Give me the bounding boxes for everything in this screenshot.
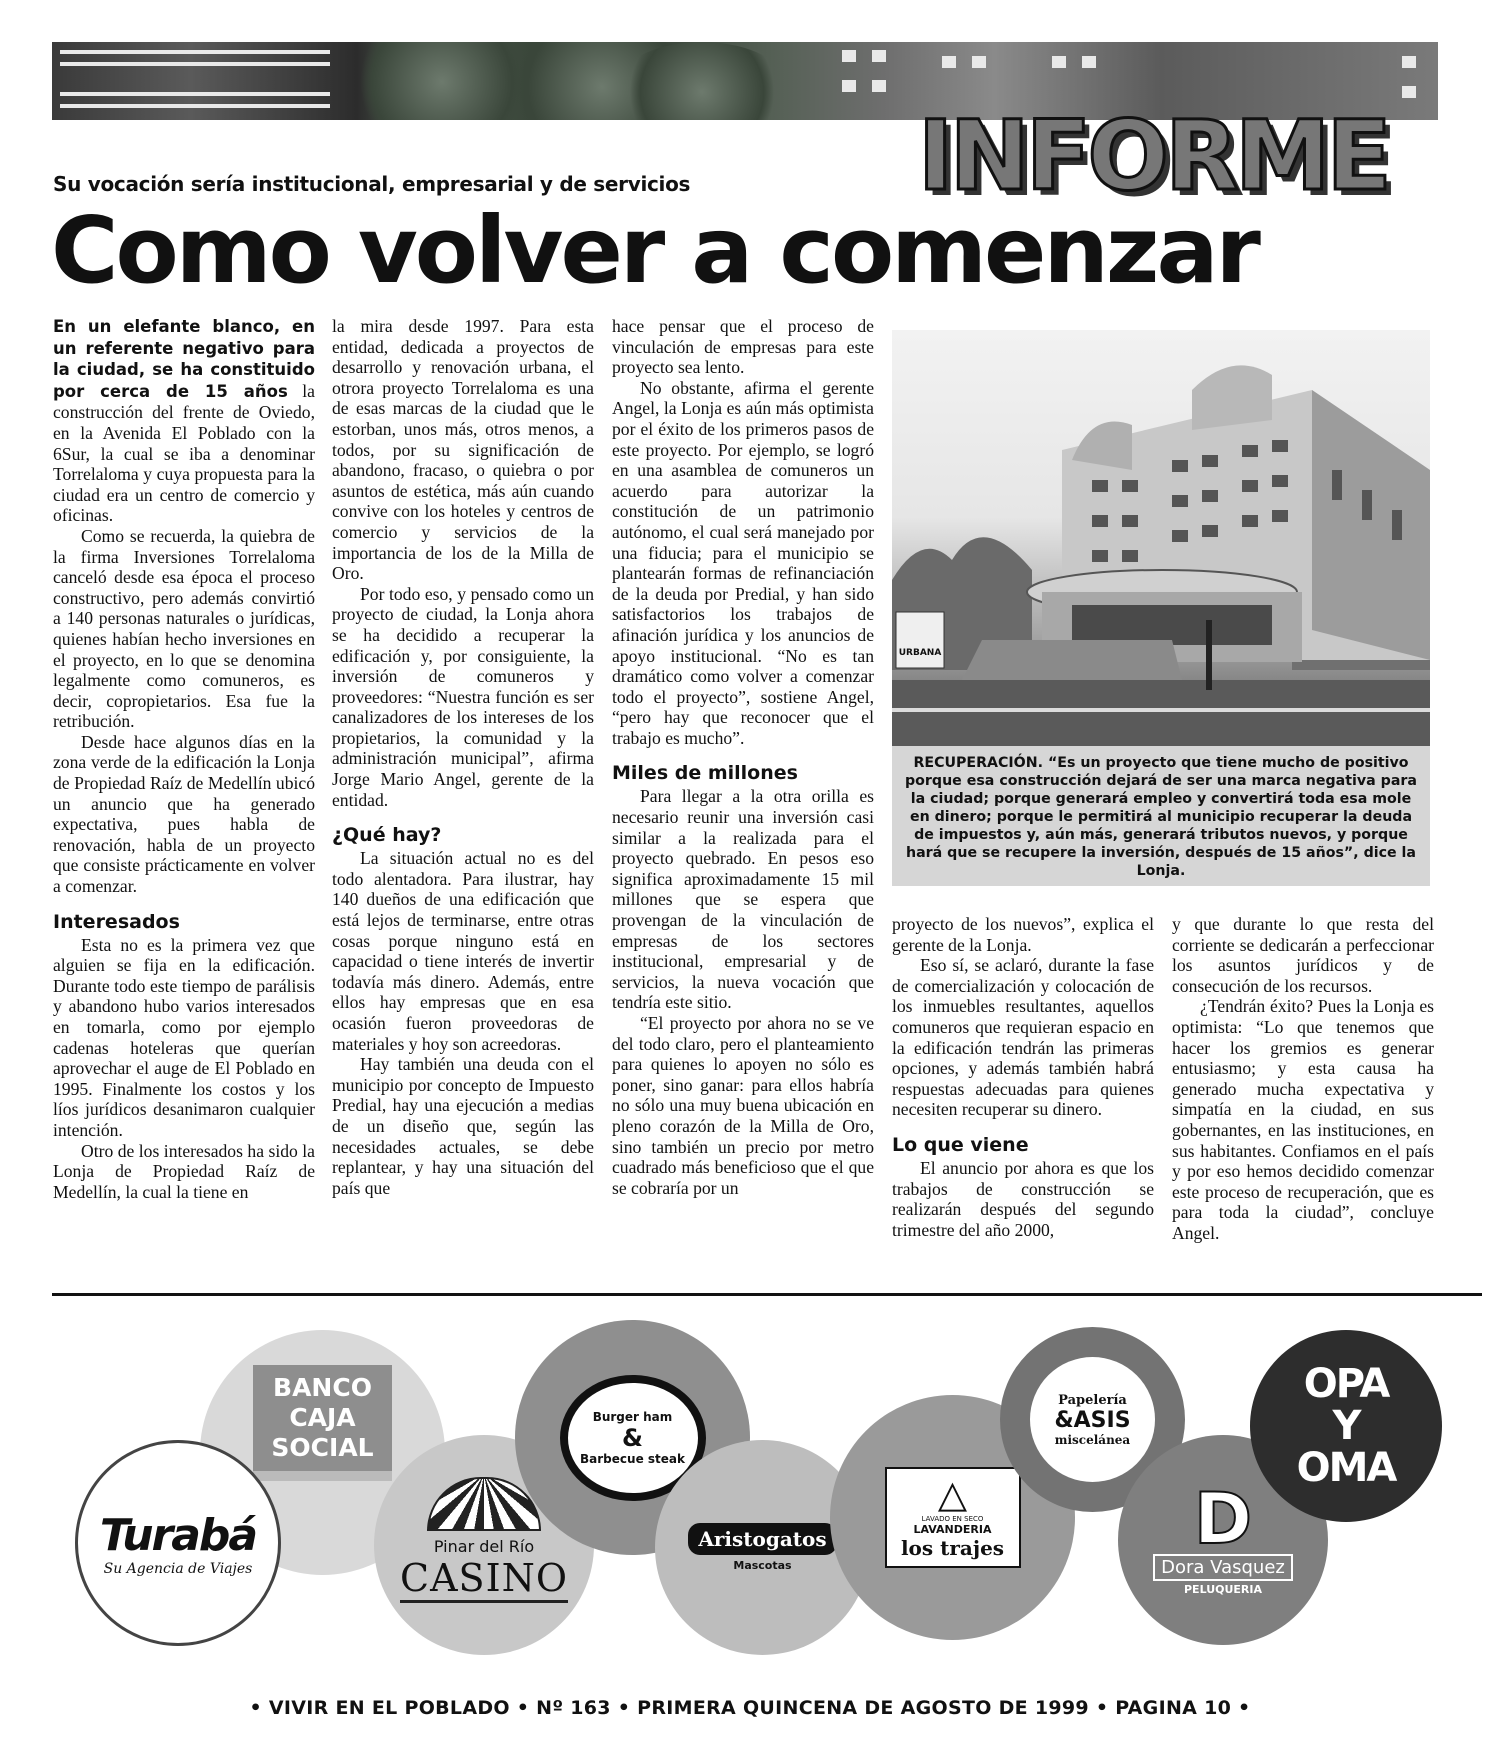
- caption-label: RECUPERACIÓN.: [913, 755, 1044, 771]
- kicker: Su vocación sería institucional, empresarial y de servicios: [53, 172, 691, 196]
- paragraph: No obstante, afirma el gerente Angel, la Lonja es aún más optimista por el éxito de los primeros pasos de este proyecto. Por ejemplo, se logró en una asamblea de comuneros un acuerdo para autorizar la constitución de un patrimonio autónomo, el cual será manejado por una fiducia; para el municipio se plantearán formas de refinanciación de la deuda por Predial, y han sido satisfactorios los trabajos de afinación jurídica y los anuncios de apoyo institucional. “No es tan dramático como volver a comenzar todo el proyecto”, sostiene Angel, “pero hay que reconocer que el trabajo es mucho”.: [612, 377, 874, 748]
- paragraph: “El proyecto por ahora no se ve del todo claro, pero el planteamiento para quienes lo apoyen no sólo es poner, sino ganar: para ellos habría no sólo una muy buena ubicación en pleno corazón de la Milla de Oro, sino también un precio por metro cuadrado más beneficioso que el que se cobraría por un: [612, 1013, 874, 1198]
- oasis-logo: Papelería &ASIS miscelánea: [1030, 1357, 1155, 1482]
- paragraph: y que durante lo que resta del corriente se dedicarán a perfeccionar los asuntos jurídicos y de consecución de los recursos.: [1172, 914, 1434, 996]
- opa-text: OPA Y OMA: [1296, 1361, 1396, 1491]
- lead-text: En un elefante blanco, en un referente negativo para la ciudad, se ha constituido por cerca de 15 años: [53, 317, 315, 401]
- paragraph: Como se recuerda, la quiebra de la firma Inversiones Torrelaloma canceló desde esa época el proceso constructivo, pero además convirtió a 140 personas naturales o jurídicas, quienes habían hecho inversiones en el proyecto, en lo que se denomina legalmente como comuneros, es decir, copropietarios. Esa fue la retribución.: [53, 525, 315, 732]
- article-column-1: [53, 316, 315, 1202]
- dora-name: Dora Vasquez: [1153, 1554, 1293, 1581]
- paragraph: En un elefante blanco, en un referente negativo para la ciudad, se ha constituido por cerca de 15 años la construcción del frente de Oviedo, en la Avenida El Poblado con la 6Sur, la cual se iba a denominar Torrelaloma y cuya propuesta para la ciudad era un centro de comercio y oficinas.: [53, 317, 315, 526]
- section-title: INFORME: [917, 100, 1388, 212]
- lavanderia-logo-box: △ LAVADO EN SECO LAVANDERIA los trajes: [885, 1467, 1021, 1568]
- subheading: ¿Qué hay?: [332, 824, 442, 847]
- casino-name: CASINO: [400, 1556, 568, 1603]
- paragraph: Para llegar a la otra orilla es necesario reunir una inversión casi similar a la realizada para el proyecto quebrado. En pesos eso significa aproximadamente 15 mil millones que se espera que provengan de la vinculación de empresas de los sectores institucional, empresarial y de servicios, la nueva vocación que tendría este sitio.: [612, 786, 874, 1013]
- ad-opa-y-oma[interactable]: [1250, 1330, 1442, 1522]
- paragraph: Por todo eso, y pensado como un proyecto de ciudad, la Lonja ahora se ha decidido a recuperar la edificación y, por consiguiente, la inversión de comuneros y proveedores: “Nuestra función es ser canalizadores de los intereses de los propietarios, la comunidad y la administración municipal”, afirma Jorge Mario Angel, gerente de la entidad.: [332, 583, 594, 810]
- turaba-tagline: Su Agencia de Viajes: [103, 1560, 253, 1577]
- subheading: Lo que viene: [892, 1133, 1029, 1156]
- building-photo: [892, 330, 1430, 746]
- dora-tagline: PELUQUERIA: [1184, 1583, 1262, 1596]
- page-footer: • VIVIR EN EL POBLADO • Nº 163 • PRIMERA QUINCENA DE AGOSTO DE 1999 • PAGINA 10 •: [249, 1697, 1251, 1719]
- aristogatos-name: Aristogatos: [688, 1523, 836, 1555]
- caption-text: “Es un proyecto que tiene mucho de positivo porque esa construcción dejará de ser una marca negativa para la ciudad; porque generará empleo y convertirá toda esa mole en dinero; porque le permitirá al municipio recuperar la deuda de impuestos y, aún más, generará tributos nuevos, y porque hará que se recupere la inversión, después de 15 años”, dice la Lonja.: [905, 755, 1417, 879]
- article-column-2: [332, 316, 594, 1198]
- ad-turaba[interactable]: [75, 1440, 281, 1646]
- article-column-5: [1172, 914, 1434, 1244]
- subheading: Interesados: [53, 910, 180, 933]
- burger-logo: Burger ham & Barbecue steak: [560, 1375, 706, 1501]
- paragraph: hace pensar que el proceso de vinculación de empresas para este proyecto sea lento.: [612, 316, 874, 378]
- photo-caption: [902, 754, 1420, 880]
- urbana-sign-text: URBANA: [898, 648, 942, 658]
- article-column-4: [892, 914, 1154, 1240]
- article-column-3: [612, 316, 874, 1198]
- paragraph: La situación actual no es del todo alentadora. Para ilustrar, hay 140 dueños de una edificación que está lejos de terminarse, entre otras cosas porque ninguno está en capacidad o tiene interés de invertir todavía más dinero. Además, entre ellos hay empresas que en esa ocasión fueron proveedoras de materiales y hoy son acreedoras.: [332, 848, 594, 1054]
- banco-logo-box: BANCO CAJA SOCIAL: [253, 1365, 391, 1481]
- dora-logo-mark: D: [1193, 1478, 1253, 1560]
- headline: Como volver a comenzar: [51, 197, 1258, 304]
- paragraph: Desde hace algunos días en la zona verde de la edificación la Lonja de Propiedad Raíz de Medellín ubicó un anuncio que ha generado expectativa, pues habla de renovación, habla de un proyecto que consiste prácticamente en volver a comenzar.: [53, 731, 315, 897]
- aristogatos-tagline: Mascotas: [733, 1559, 792, 1572]
- subheading: Miles de millones: [612, 762, 798, 785]
- paragraph: la mira desde 1997. Para esta entidad, dedicada a proyectos de desarrollo y renovación urbana, el otrora proyecto Torrelaloma es una de esas marcas de la ciudad que le estorban, unos más, otros menos, a todos, por su significación de abandono, fracaso, o quiebra o por asuntos de estética, más aún cuando convive con los hoteles y centros de comercio y servicios de la importancia de los de la Milla de Oro.: [332, 316, 594, 584]
- building-photo-box: [892, 330, 1430, 886]
- paragraph: El anuncio por ahora es que los trabajos de construcción se realizarán después del segundo trimestre del año 2000,: [892, 1157, 1154, 1240]
- paragraph: Hay también una deuda con el municipio por concepto de Impuesto Predial, hay una ejecución a medias de un diseño que, según las necesidades actuales, se debe replantear, y hay una situación del país que: [332, 1054, 594, 1198]
- hanger-icon: △: [937, 1474, 968, 1516]
- paragraph: Eso sí, se aclaró, durante la fase de comercialización y colocación de los inmuebles resultantes, aquellos comuneros que requieran espacio en la edificación tendrán las primeras opciones, y además también habrá respuestas adecuadas para quienes necesiten recuperar su dinero.: [892, 955, 1154, 1120]
- turaba-name: Turabá: [99, 1509, 257, 1561]
- casino-top-text: Pinar del Río: [433, 1537, 535, 1556]
- divider-rule: [52, 1293, 1482, 1296]
- paragraph: proyecto de los nuevos”, explica el gerente de la Lonja.: [892, 914, 1154, 955]
- paragraph: ¿Tendrán éxito? Pues la Lonja es optimista: “Lo que tenemos que hacer los gremios es generar entusiasmo; y esta causa ha generado mucha expectativa y simpatía en la ciudad, en sus gobernantes, en las instituciones, en sus habitantes. Confiamos en el país y por eso hemos decidido comenzar este proceso de recuperación, que es para toda la ciudad”, concluye Angel.: [1172, 996, 1434, 1243]
- paragraph: Esta no es la primera vez que alguien se fija en la edificación. Durante todo este tiempo de parálisis y abandono hubo varios interesados en tomarla, como por ejemplo cadenas hoteleras que querían aprovechar el auge de El Poblado en 1995. Finalmente los costos y los líos jurídicos desanimaron cualquier intención.: [53, 934, 315, 1140]
- paragraph: Otro de los interesados ha sido la Lonja de Propiedad Raíz de Medellín, la cual la tiene en: [53, 1140, 315, 1202]
- casino-wheel-icon: [427, 1477, 541, 1531]
